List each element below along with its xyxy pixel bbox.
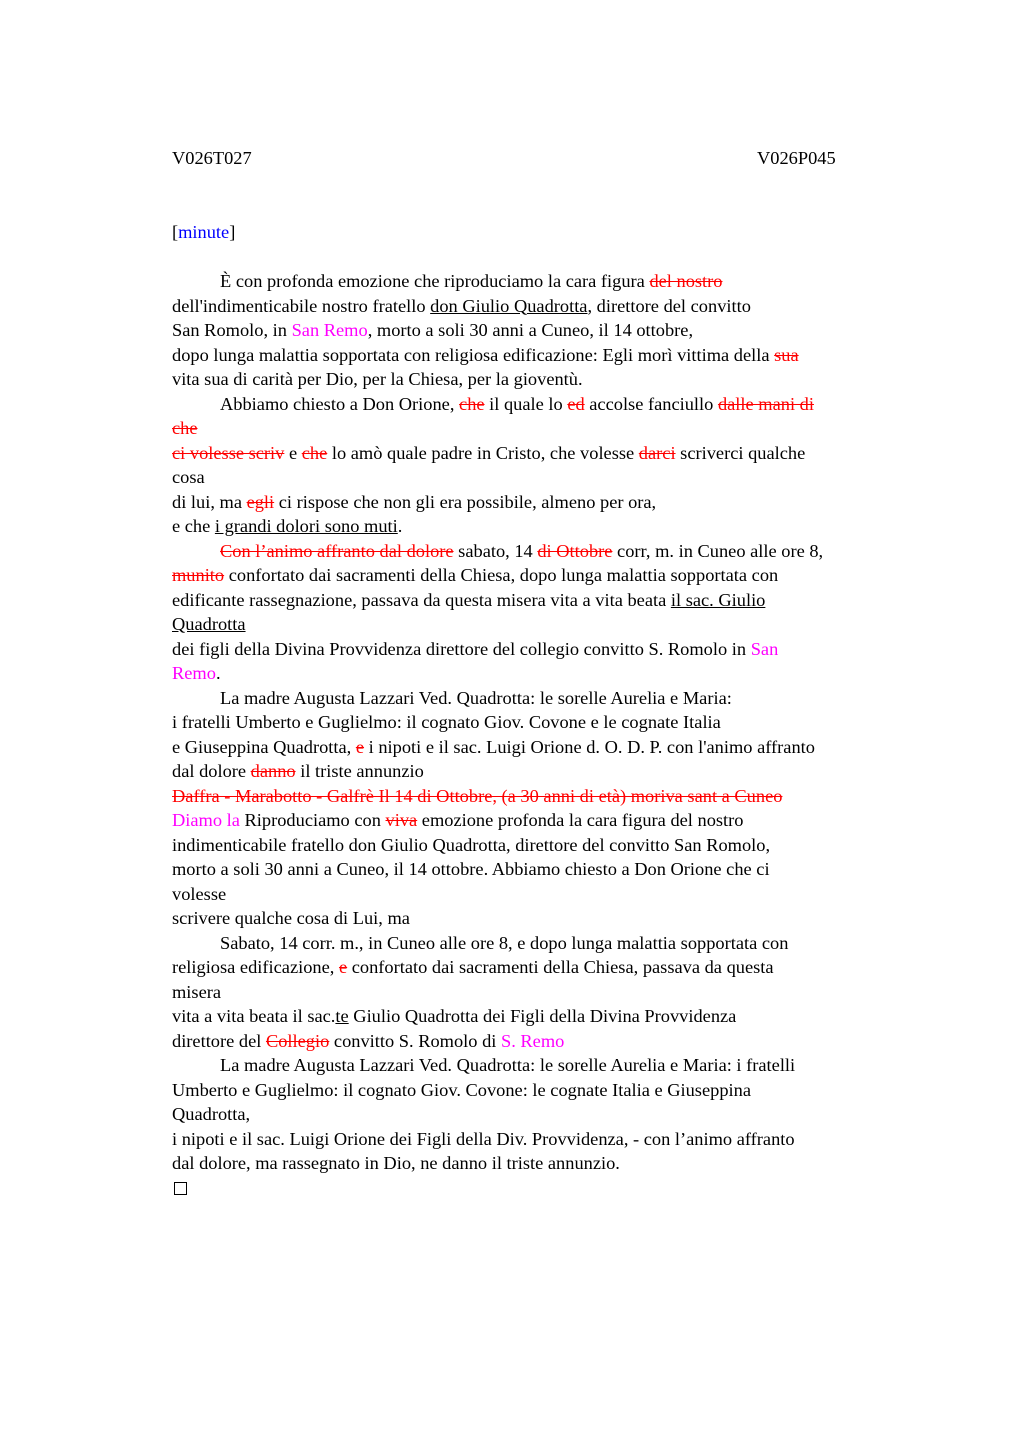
text-line xyxy=(172,1151,900,1176)
square-icon xyxy=(174,1182,187,1195)
text-segment: dal dolore xyxy=(172,761,251,781)
text-segment: il triste annunzio xyxy=(295,761,424,781)
text-line xyxy=(172,294,900,319)
document-code: V026T027 xyxy=(172,148,252,168)
text-segment: Umberto e Guglielmo: il cognato Giov. Covone: le cognate Italia e Giuseppina xyxy=(172,1079,751,1100)
text-segment: indimenticabile fratello don Giulio Quadrotta, direttore del convitto San Romolo, xyxy=(172,834,771,855)
text-line xyxy=(172,1102,900,1127)
underlined-text: i grandi dolori sono muti xyxy=(214,516,398,536)
text-segment: i nipoti e il sac. Luigi Orione dei Figli della Div. Provvidenza, - con l’animo affranto xyxy=(172,1128,795,1149)
text-line xyxy=(172,318,900,343)
text-segment: lo amò quale padre in Cristo, che volesse xyxy=(327,442,639,463)
inserted-text: Diamo la xyxy=(172,810,240,830)
text-segment: Abbiamo chiesto a Don Orione, xyxy=(220,393,460,414)
deleted-text: di Ottobre xyxy=(537,540,613,561)
text-segment: confortato dai sacramenti della Chiesa, passava da questa xyxy=(347,957,774,977)
text-line xyxy=(172,416,900,441)
text-segment: vita sua di carità per Dio, per la Chiesa, per la gioventù. xyxy=(172,369,583,389)
text-segment: confortato dai sacramenti della Chiesa, dopo lunga malattia sopportata con xyxy=(224,565,779,585)
text-line xyxy=(172,735,900,760)
text-segment: i nipoti e il sac. Luigi Orione d. O. D. P. con l'animo affranto xyxy=(364,736,815,757)
text-segment: vita a vita beata il sac. xyxy=(172,1006,336,1026)
text-line xyxy=(172,539,900,564)
tag-label: minute xyxy=(178,222,230,242)
underlined-text: il sac. Giulio xyxy=(670,589,766,610)
inserted-text: San xyxy=(750,638,779,659)
inserted-text: San Remo xyxy=(291,320,368,340)
text-line xyxy=(172,563,900,588)
text-line xyxy=(172,514,900,539)
transcription-text xyxy=(172,269,900,1176)
text-line xyxy=(172,661,900,686)
section-tag xyxy=(172,220,900,245)
text-segment: direttore del xyxy=(172,1030,266,1051)
text-segment: convitto S. Romolo di xyxy=(329,1030,501,1051)
text-segment: il quale lo xyxy=(484,393,568,414)
deleted-text: munito xyxy=(172,565,225,585)
tag-close-bracket: ] xyxy=(229,222,236,242)
text-segment: San Romolo, in xyxy=(172,320,292,340)
text-line xyxy=(172,1053,900,1078)
text-segment: e che xyxy=(172,516,215,536)
deleted-text: che xyxy=(172,418,198,438)
text-line xyxy=(172,637,900,662)
text-segment: scrivere qualche cosa di Lui, ma xyxy=(172,908,410,928)
text-line xyxy=(172,980,900,1005)
text-segment: volesse xyxy=(172,883,227,904)
deleted-text: Daffra - Marabotto - Galfrè Il 14 di Ottobre, (a 30 anni di età) moriva sant a Cuneo xyxy=(172,785,783,806)
deleted-text: Con l’animo affranto dal dolore xyxy=(220,540,454,561)
text-line xyxy=(172,1078,900,1103)
deleted-text: che xyxy=(459,393,485,414)
text-segment: Riproduciamo con xyxy=(239,810,386,830)
text-segment: , direttore del convitto xyxy=(587,295,751,316)
text-line xyxy=(172,955,900,980)
text-line xyxy=(172,931,900,956)
text-line xyxy=(172,343,900,368)
text-segment: e Giuseppina Quadrotta, xyxy=(172,736,356,757)
text-segment: emozione profonda la cara figura del nostro xyxy=(417,810,744,830)
text-line xyxy=(172,1004,900,1029)
deleted-text: e xyxy=(338,957,348,977)
deleted-text: darci xyxy=(638,442,676,463)
text-line xyxy=(172,392,900,417)
text-segment: È con profonda emozione che riproduciamo la cara figura xyxy=(220,271,650,291)
inserted-text: S. Remo xyxy=(500,1030,565,1051)
text-line xyxy=(172,759,900,784)
page-code: V026P045 xyxy=(757,148,836,168)
text-segment: morto a soli 30 anni a Cuneo, il 14 ottobre. Abbiamo chiesto a Don Orione che ci xyxy=(172,859,770,879)
deleted-text: danno xyxy=(250,761,296,781)
text-line xyxy=(172,1029,900,1054)
underlined-text: Quadrotta xyxy=(172,614,246,634)
text-segment: La madre Augusta Lazzari Ved. Quadrotta: le sorelle Aurelia e Maria: xyxy=(220,687,732,708)
text-segment: La madre Augusta Lazzari Ved. Quadrotta: le sorelle Aurelia e Maria: i fratelli xyxy=(220,1055,796,1075)
text-segment: misera xyxy=(172,981,222,1002)
text-segment: corr, m. in Cuneo alle ore 8, xyxy=(612,540,824,561)
text-segment: edificante rassegnazione, passava da questa misera vita a vita beata xyxy=(172,589,671,610)
text-segment: scriverci qualche xyxy=(675,442,806,463)
text-segment: i fratelli Umberto e Guglielmo: il cognato Giov. Covone e le cognate Italia xyxy=(172,712,721,732)
text-segment: Quadrotta, xyxy=(172,1104,251,1124)
spacer xyxy=(172,245,900,270)
text-line xyxy=(172,784,900,809)
text-segment: di lui, ma xyxy=(172,491,247,512)
text-line xyxy=(172,686,900,711)
end-marker-line xyxy=(172,1176,900,1201)
deleted-text: viva xyxy=(385,810,418,830)
text-segment: dei figli della Divina Provvidenza direttore del collegio convitto S. Romolo in xyxy=(172,638,751,659)
text-line xyxy=(172,710,900,735)
text-line xyxy=(172,833,900,858)
text-segment: religiosa edificazione, xyxy=(172,957,339,977)
text-line xyxy=(172,612,900,637)
deleted-text: egli xyxy=(246,491,275,512)
text-segment: Giulio Quadrotta dei Figli della Divina Provvidenza xyxy=(348,1006,737,1026)
text-segment: dopo lunga malattia sopportata con religiosa edificazione: Egli morì vittima della xyxy=(172,344,775,365)
text-line xyxy=(172,906,900,931)
text-segment: accolse fanciullo xyxy=(584,393,718,414)
deleted-text: Collegio xyxy=(265,1030,330,1051)
text-line xyxy=(172,441,900,466)
text-segment: dell'indimenticabile nostro fratello xyxy=(172,295,431,316)
text-line xyxy=(172,857,900,882)
text-line xyxy=(172,465,900,490)
underlined-text: te xyxy=(335,1006,349,1026)
text-segment: cosa xyxy=(172,467,205,487)
text-segment: . xyxy=(397,516,403,536)
deleted-text: che xyxy=(301,442,328,463)
deleted-text: sua xyxy=(774,344,799,365)
text-line xyxy=(172,882,900,907)
text-line xyxy=(172,269,900,294)
text-segment: Sabato, 14 corr. m., in Cuneo alle ore 8, e dopo lunga malattia sopportata con xyxy=(220,932,789,953)
deleted-text: del nostro xyxy=(649,271,723,291)
text-line xyxy=(172,588,900,613)
document-body xyxy=(172,220,900,1200)
text-line xyxy=(172,1127,900,1152)
deleted-text: dalle mani di xyxy=(717,393,814,414)
underlined-text: don Giulio Quadrotta xyxy=(430,295,588,316)
text-segment: ci rispose che non gli era possibile, almeno per ora, xyxy=(274,491,657,512)
text-segment: e xyxy=(284,442,302,463)
inserted-text: Remo xyxy=(172,663,216,683)
text-line xyxy=(172,490,900,515)
deleted-text: ed xyxy=(567,393,585,414)
text-segment: . xyxy=(215,663,221,683)
text-line xyxy=(172,367,900,392)
text-segment: dal dolore, ma rassegnato in Dio, ne danno il triste annunzio. xyxy=(172,1153,620,1173)
text-segment: , morto a soli 30 anni a Cuneo, il 14 ottobre, xyxy=(367,320,694,340)
text-line xyxy=(172,808,900,833)
deleted-text: ci volesse scriv xyxy=(172,442,285,463)
tag-open-bracket: [ xyxy=(172,222,179,242)
text-segment: sabato, 14 xyxy=(453,540,538,561)
deleted-text: e xyxy=(355,736,365,757)
